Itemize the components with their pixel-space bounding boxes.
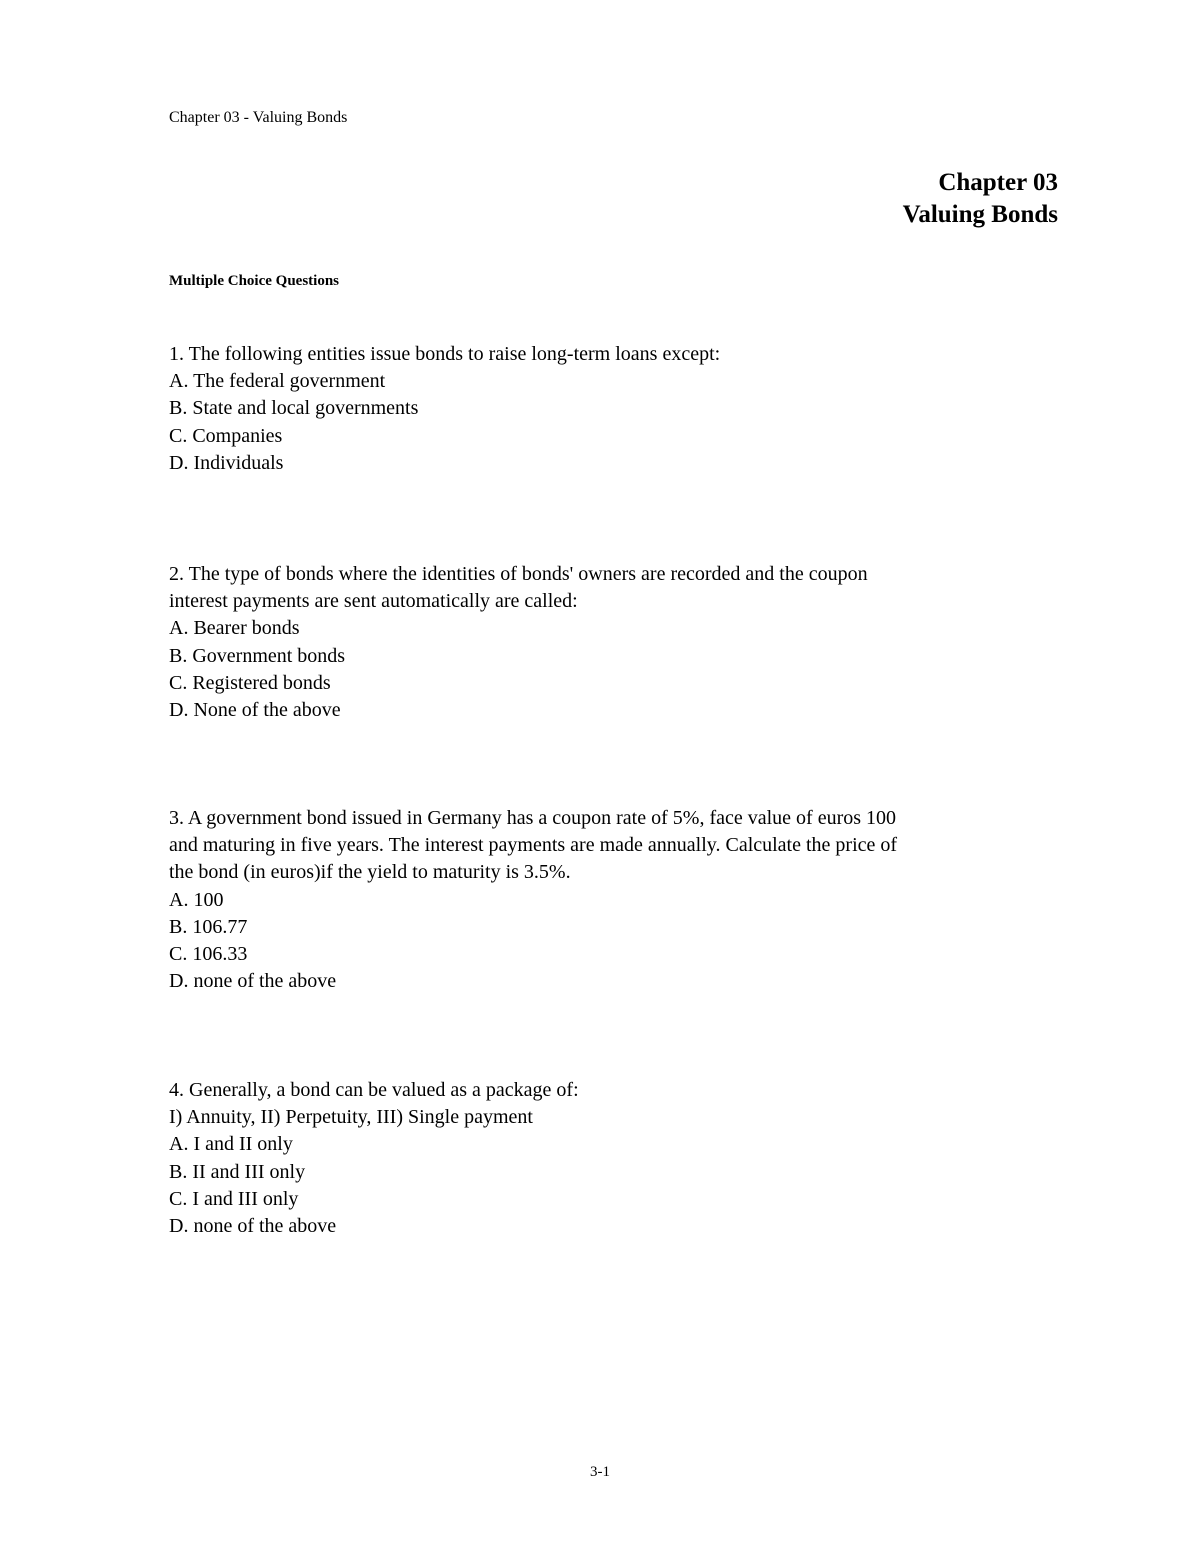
running-header: Chapter 03 - Valuing Bonds	[169, 109, 348, 126]
answer-option-b: B. Government bonds	[169, 644, 346, 667]
answer-option-c: C. Companies	[169, 424, 283, 447]
question-text: 2. The type of bonds where the identities of bonds' owners are recorded and the coupon	[169, 563, 868, 585]
answer-option-c: C. Registered bonds	[169, 671, 331, 694]
answer-option-a: A. Bearer bonds	[169, 617, 300, 640]
chapter-title	[903, 167, 1058, 231]
question-text: I) Annuity, II) Perpetuity, III) Single payment	[169, 1106, 533, 1129]
chapter-number: Chapter 03	[938, 169, 1058, 196]
answer-option-b: B. State and local governments	[169, 397, 419, 420]
question-4	[169, 1077, 1049, 1240]
section-label: Multiple Choice Questions	[169, 273, 340, 289]
answer-option-b: B. 106.77	[169, 915, 248, 938]
question-text: and maturing in five years. The interest payments are made annually. Calculate the price of	[169, 834, 898, 857]
question-text: 1. The following entities issue bonds to raise long-term loans except:	[169, 343, 721, 365]
chapter-name: Valuing Bonds	[902, 201, 1058, 228]
question-text: 4. Generally, a bond can be valued as a package of:	[169, 1079, 579, 1101]
question-text: 3. A government bond issued in Germany has a coupon rate of 5%, face value of euros 100	[169, 807, 897, 829]
answer-option-d: D. none of the above	[169, 970, 337, 993]
question-text: the bond (in euros)if the yield to maturity is 3.5%.	[169, 861, 571, 884]
question-3	[169, 805, 1049, 995]
answer-option-c: C. 106.33	[169, 943, 248, 966]
question-2	[169, 561, 1049, 724]
question-1	[169, 341, 1049, 477]
answer-option-d: D. None of the above	[169, 699, 341, 722]
answer-option-c: C. I and III only	[169, 1187, 299, 1210]
answer-option-a: A. The federal government	[169, 370, 386, 393]
page-number: 3-1	[590, 1464, 610, 1480]
answer-option-a: A. I and II only	[169, 1133, 293, 1156]
answer-option-d: D. Individuals	[169, 451, 284, 474]
answer-option-d: D. none of the above	[169, 1215, 337, 1238]
question-text: interest payments are sent automatically are called:	[169, 590, 578, 613]
answer-option-a: A. 100	[169, 888, 224, 911]
answer-option-b: B. II and III only	[169, 1160, 306, 1183]
